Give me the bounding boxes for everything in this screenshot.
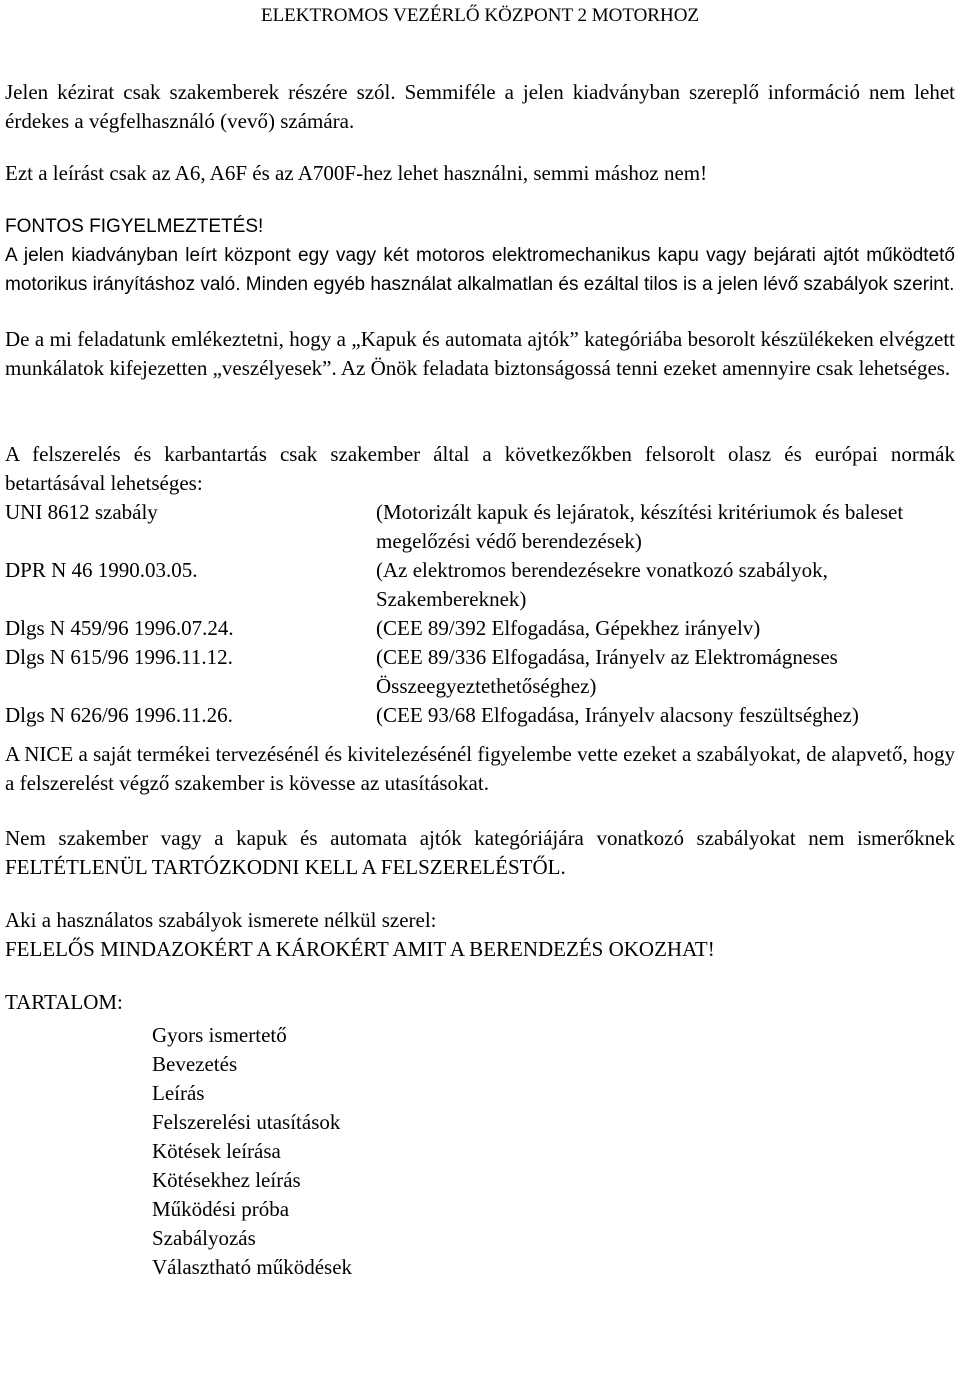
toc-item: Felszerelési utasítások: [152, 1110, 341, 1134]
document-title: ELEKTROMOS VEZÉRLŐ KÖZPONT 2 MOTORHOZ: [260, 5, 700, 26]
standard-row: [5, 614, 955, 643]
toc-item: Kötések leírása: [152, 1139, 281, 1163]
reminder-paragraph: De a mi feladatunk emlékeztetni, hogy a „Kapuk és automata ajtók” kategóriába besorolt készülékeken elvégzett munkálatok kifejezetten „veszélyesek”. Az Önök feladata biztonságossá tenni ezeket amennyire csak lehetséges.: [5, 327, 955, 380]
standard-row: [5, 498, 955, 556]
warning-body: A jelen kiadványban leírt központ egy vagy két motoros elektromechanikus kapu vagy bejárati ajtót működtető motorikus irányításhoz való. Minden egyéb használat alkalmatlan és ezáltal tilos is a jelen lévő szabályok szerint.: [5, 245, 955, 295]
standard-code: DPR N 46 1990.03.05.: [5, 558, 198, 582]
standard-description: (CEE 89/392 Elfogadása, Gépekhez irányelv): [376, 616, 761, 640]
toc-item: Leírás: [152, 1081, 205, 1105]
standard-row: [5, 556, 955, 614]
standard-code: Dlgs N 459/96 1996.07.24.: [5, 616, 234, 640]
standard-description: (Motorizált kapuk és lejáratok, készítési kritériumok és baleset megelőzési védő berendezések): [376, 500, 904, 553]
standard-description: (Az elektromos berendezésekre vonatkozó szabályok, Szakembereknek): [376, 558, 828, 611]
compatibility-note: Ezt a leírást csak az A6, A6F és az A700F-hez lehet használni, semmi máshoz nem!: [5, 161, 708, 185]
toc-item: Bevezetés: [152, 1052, 238, 1076]
toc-item: Kötésekhez leírás: [152, 1168, 301, 1192]
toc-item: Szabályozás: [152, 1226, 256, 1250]
warning-heading: FONTOS FIGYELMEZTETÉS!: [5, 216, 264, 237]
toc-item: Működési próba: [152, 1197, 290, 1221]
liability-line-1: Aki a használatos szabályok ismerete nélkül szerel:: [5, 908, 437, 932]
standard-row: [5, 643, 955, 701]
intro-paragraph: Jelen kézirat csak szakemberek részére szól. Semmiféle a jelen kiadványban szereplő információ nem lehet érdekes a végfelhasználó (vevő) számára.: [5, 80, 955, 133]
toc-item: Választható működések: [152, 1255, 353, 1279]
nonexpert-warning: Nem szakember vagy a kapuk és automata ajtók kategóriájára vonatkozó szabályokat nem ismerőknek FELTÉTLENÜL TARTÓZKODNI KELL A FELSZERELÉSTŐL.: [5, 826, 955, 879]
toc-list: [5, 1021, 955, 1282]
toc-item: Gyors ismertető: [152, 1023, 287, 1047]
document-page: [5, 0, 955, 1282]
toc-heading: TARTALOM:: [5, 990, 123, 1014]
standards-list: [5, 498, 955, 730]
nice-paragraph: A NICE a saját termékei tervezésénél és kivitelezésénél figyelembe vette ezeket a szabályokat, de alapvető, hogy a felszerelést végző szakember is kövesse az utasításokat.: [5, 742, 955, 795]
standards-intro: A felszerelés és karbantartás csak szakember által a következőkben felsorolt olasz és európai normák betartásával lehetséges:: [5, 442, 955, 495]
standard-code: Dlgs N 626/96 1996.11.26.: [5, 703, 233, 727]
standard-code: UNI 8612 szabály: [5, 500, 158, 524]
standard-description: (CEE 93/68 Elfogadása, Irányelv alacsony feszültséghez): [376, 703, 859, 727]
liability-line-2: FELELŐS MINDAZOKÉRT A KÁROKÉRT AMIT A BERENDEZÉS OKOZHAT!: [5, 937, 715, 961]
standard-code: Dlgs N 615/96 1996.11.12.: [5, 645, 233, 669]
standard-row: [5, 701, 955, 730]
standard-description: (CEE 89/336 Elfogadása, Irányelv az Elektromágneses Összeegyeztethetőséghez): [376, 645, 838, 698]
